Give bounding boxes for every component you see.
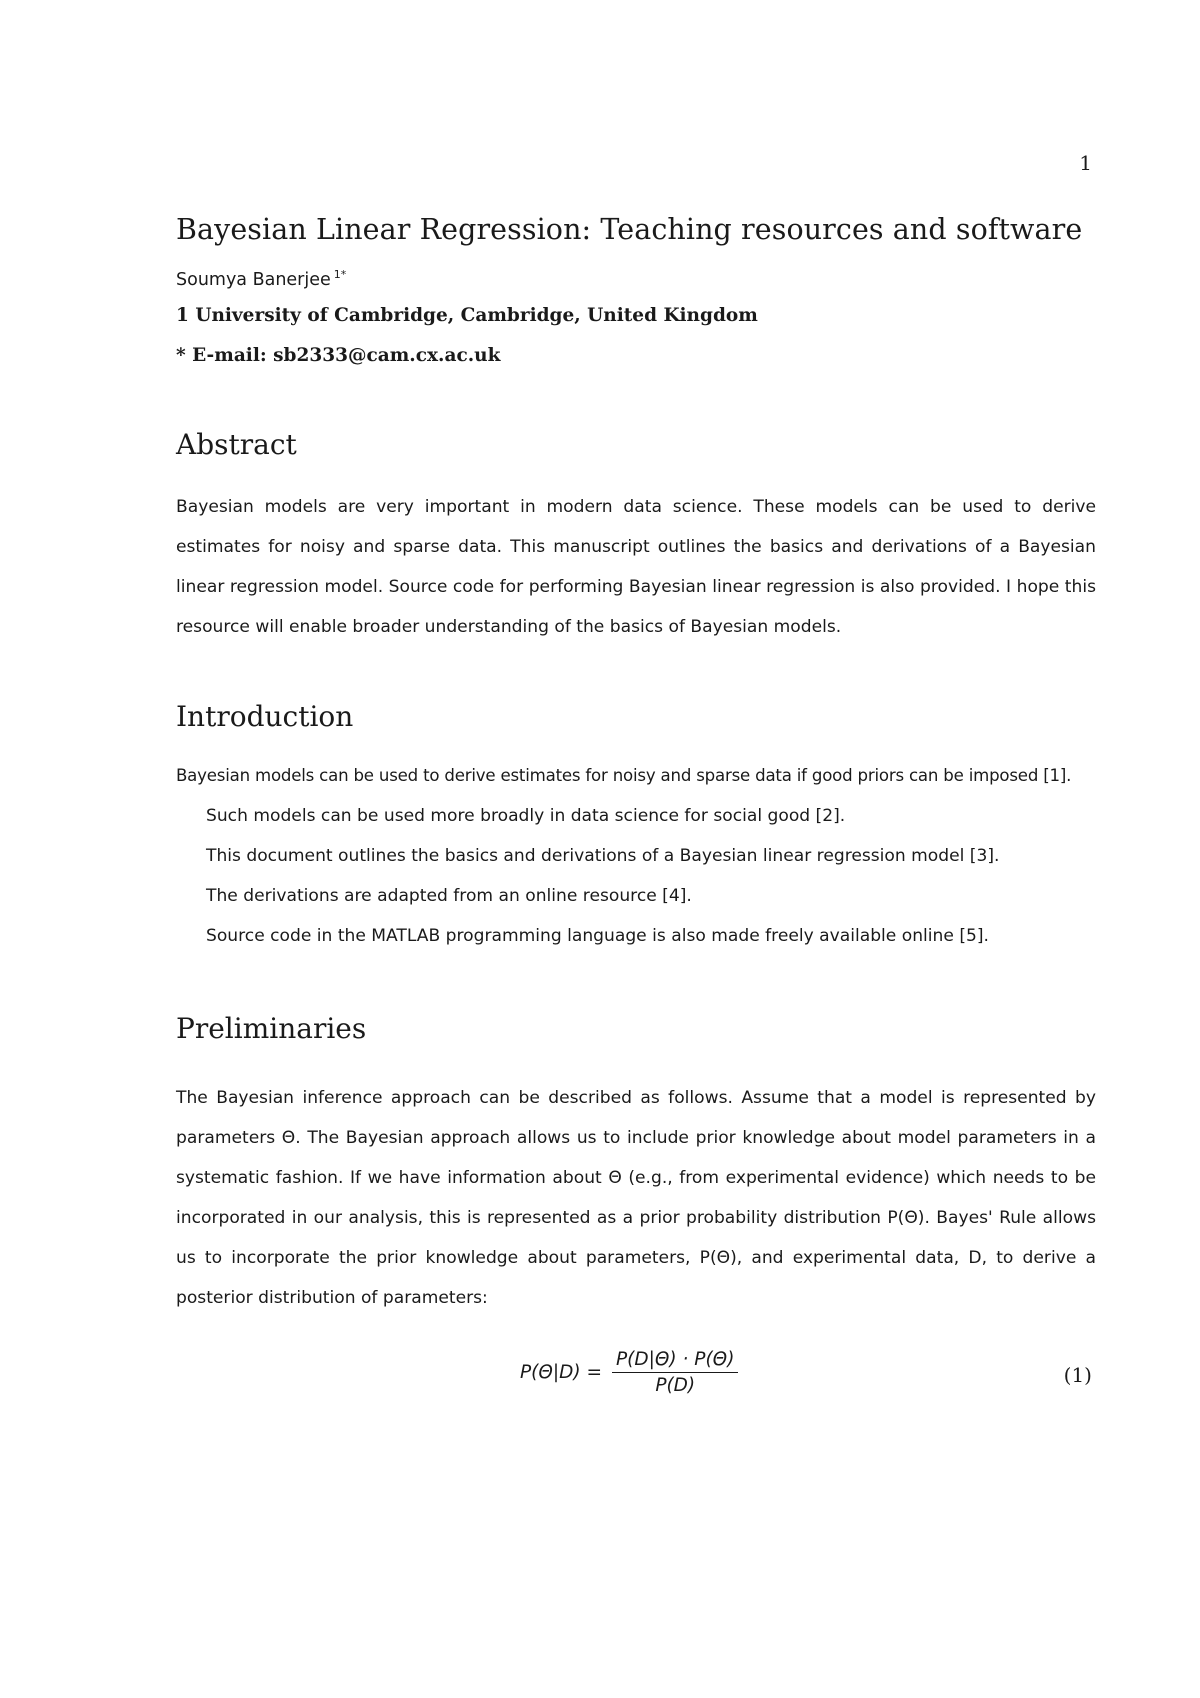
intro-line: The derivations are adapted from an online resource [4]. <box>206 886 692 906</box>
intro-line: This document outlines the basics and derivations of a Bayesian linear regression model [3]. <box>206 846 1000 866</box>
page-number: 1 <box>1079 151 1092 175</box>
author-name: Soumya Banerjee <box>176 270 331 290</box>
abstract-heading: Abstract <box>176 428 297 461</box>
equation-fraction <box>612 1349 738 1396</box>
paper-title: Bayesian Linear Regression: Teaching resources and software <box>176 213 1083 246</box>
author-line <box>176 268 346 290</box>
preliminaries-heading: Preliminaries <box>176 1012 367 1045</box>
introduction-heading: Introduction <box>176 700 354 733</box>
intro-line: Such models can be used more broadly in data science for social good [2]. <box>206 806 846 826</box>
abstract-text: Bayesian models are very important in modern data science. These models can be used to derive estimates for noisy and sparse data. This manuscript outlines the basics and derivations of a Bayesian linear regression model. Source code for performing Bayesian linear regression is also provided. I hope this resource will enable broader understanding of the basics of Bayesian models. <box>176 497 1096 637</box>
equation-denominator: P(D) <box>655 1375 696 1396</box>
affiliation: 1 University of Cambridge, Cambridge, United Kingdom <box>176 305 758 326</box>
equation-numerator: P(D|Θ) · P(Θ) <box>612 1349 738 1373</box>
equation-number: (1) <box>1063 1363 1092 1387</box>
bayes-rule-equation <box>520 1349 738 1396</box>
author-superscript: 1* <box>333 268 347 281</box>
intro-line: Bayesian models can be used to derive estimates for noisy and sparse data if good priors can be imposed [1]. <box>176 766 1072 785</box>
intro-line: Source code in the MATLAB programming language is also made freely available online [5]. <box>206 926 989 946</box>
preliminaries-text: The Bayesian inference approach can be described as follows. Assume that a model is represented by parameters Θ. The Bayesian approach allows us to include prior knowledge about model parameters in a systematic fashion. If we have information about Θ (e.g., from experimental evidence) which needs to be incorporated in our analysis, this is represented as a prior probability distribution P(Θ). Bayes' Rule allows us to incorporate the prior knowledge about parameters, P(Θ), and experimental data, D, to derive a posterior distribution of parameters: <box>176 1088 1096 1308</box>
equation-lhs: P(Θ|D) = <box>520 1362 603 1383</box>
email: * E-mail: sb2333@cam.cx.ac.uk <box>176 345 501 366</box>
